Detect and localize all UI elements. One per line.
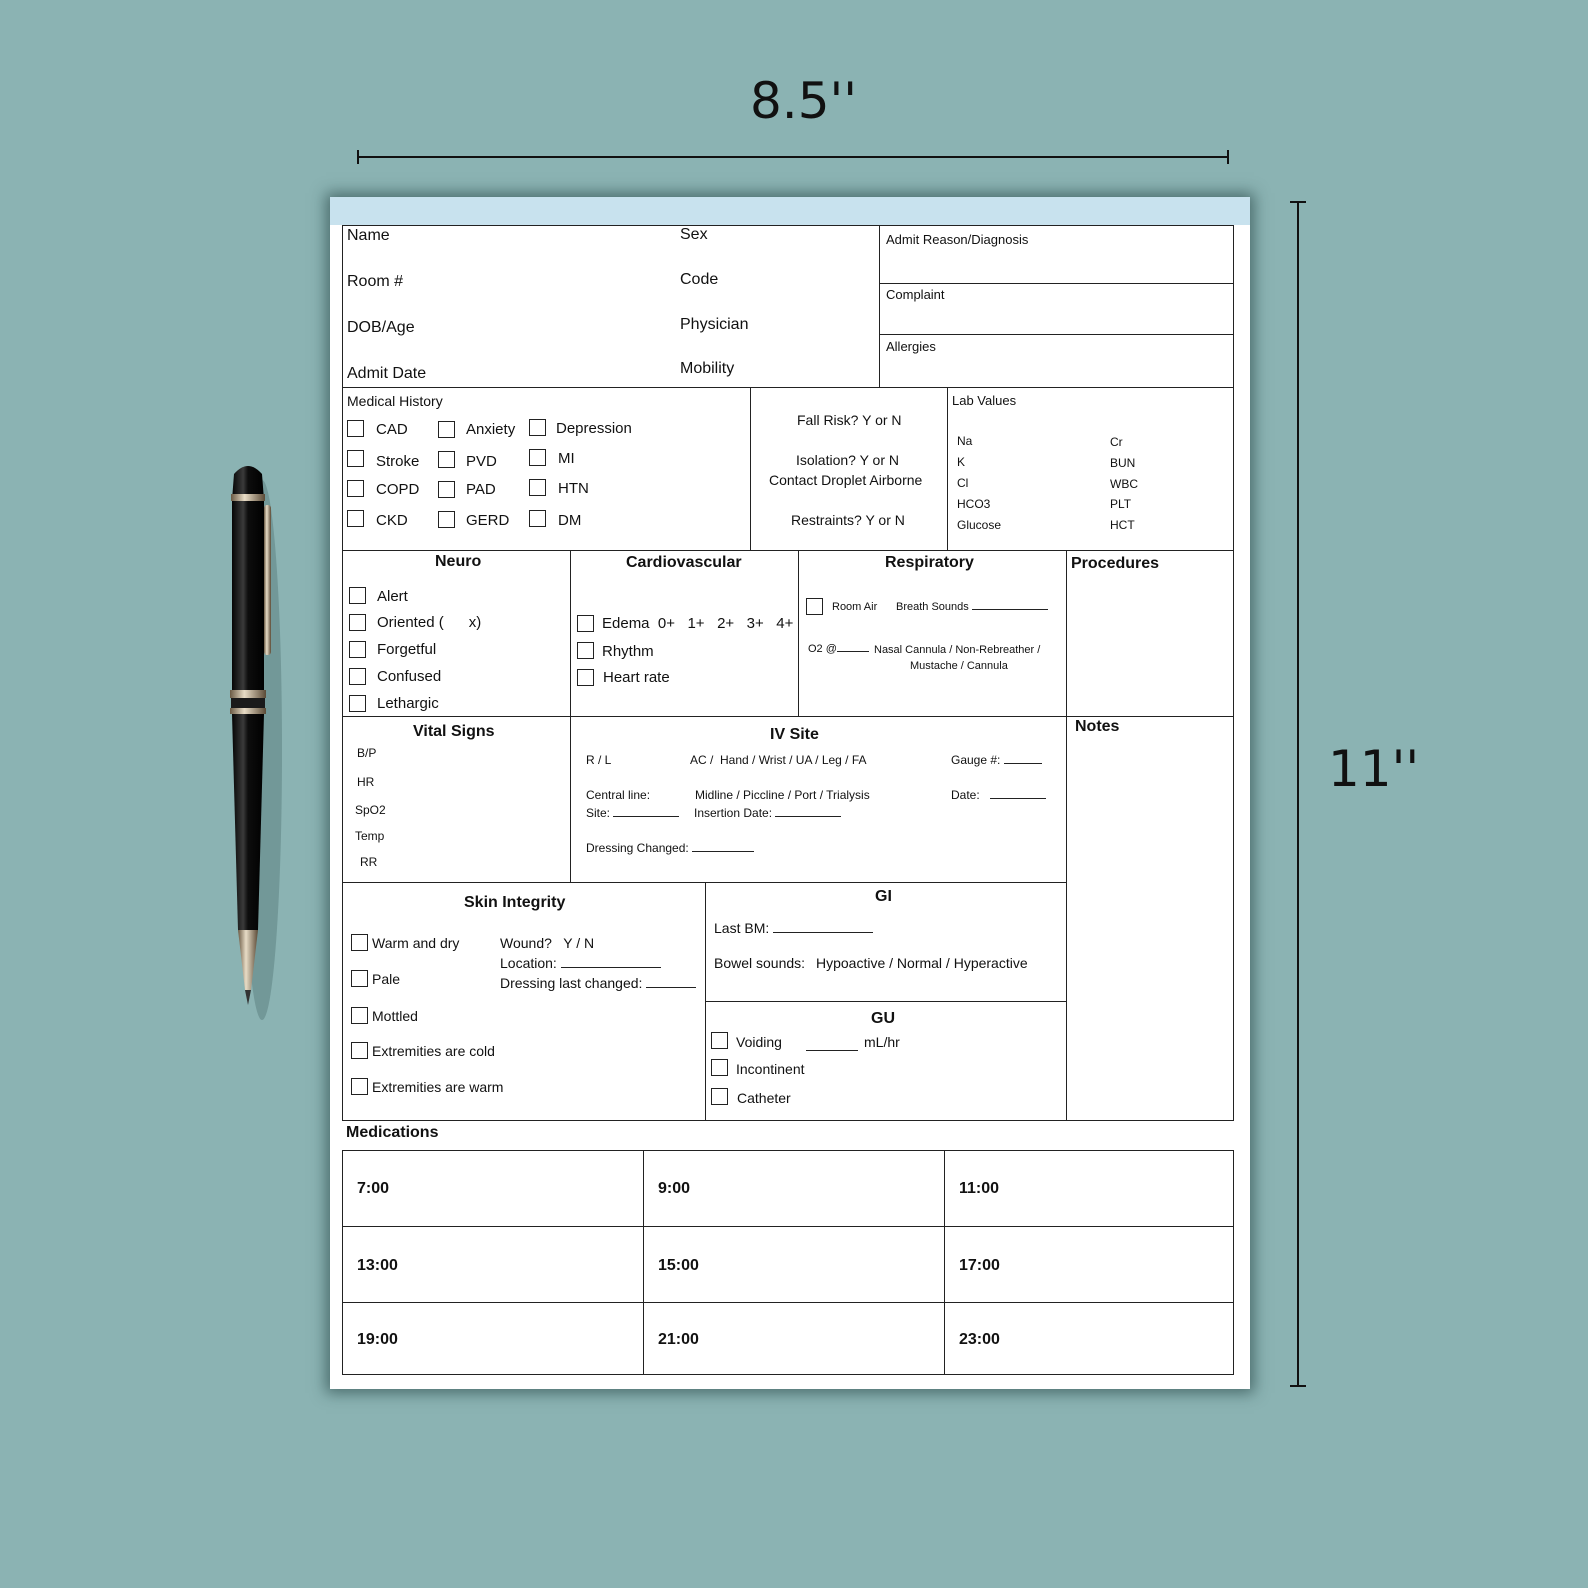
width-dimension-tick-right — [1227, 150, 1229, 164]
fall-risk-label: Fall Risk? Y or N — [797, 412, 902, 428]
pvd-label: PVD — [466, 453, 497, 470]
warm-dry-checkbox[interactable] — [351, 934, 368, 951]
warm-dry-label: Warm and dry — [372, 935, 460, 951]
dressing-last-changed-blank[interactable] — [646, 986, 696, 988]
physician-label: Physician — [680, 316, 749, 333]
width-dimension-tick-left — [357, 150, 359, 164]
edema-label: Edema 0+ 1+ 2+ 3+ 4+ — [602, 615, 794, 632]
spo2-label: SpO2 — [355, 803, 386, 817]
o2-options-line2: Mustache / Cannula — [910, 660, 1008, 672]
mottled-checkbox[interactable] — [351, 1007, 368, 1024]
height-dimension-tick-top — [1290, 201, 1306, 203]
confused-label: Confused — [377, 668, 442, 685]
lab-bun: BUN — [1110, 456, 1136, 470]
respiratory-box — [798, 550, 1067, 717]
dm-label: DM — [558, 512, 582, 529]
alert-checkbox[interactable] — [349, 587, 366, 604]
mottled-label: Mottled — [372, 1008, 418, 1024]
incontinent-label: Incontinent — [736, 1061, 805, 1077]
extremities-warm-checkbox[interactable] — [351, 1078, 368, 1095]
confused-checkbox[interactable] — [349, 668, 366, 685]
breath-sounds-label: Breath Sounds — [896, 601, 1048, 613]
htn-label: HTN — [558, 480, 589, 497]
neuro-title: Neuro — [435, 553, 482, 570]
vital-signs-title: Vital Signs — [413, 723, 495, 740]
extremities-warm-label: Extremities are warm — [372, 1079, 504, 1095]
procedures-box — [1066, 550, 1234, 717]
admit-reason-label: Admit Reason/Diagnosis — [886, 232, 1029, 247]
pad-checkbox[interactable] — [438, 481, 455, 498]
o2-label: O2 @ — [808, 643, 869, 655]
o2-rate-blank[interactable] — [837, 650, 869, 652]
central-line-label: Central line: — [586, 788, 651, 802]
lab-plt: PLT — [1110, 497, 1132, 511]
bowel-sounds-options: Hypoactive / Normal / Hyperactive — [816, 955, 1028, 971]
mobility-label: Mobility — [680, 360, 735, 377]
iv-locations-label: AC / Hand / Wrist / UA / Leg / FA — [690, 753, 867, 767]
wound-label: Wound? Y / N — [500, 935, 595, 951]
cardiovascular-title: Cardiovascular — [626, 554, 742, 571]
med-time-0700: 7:00 — [357, 1180, 390, 1197]
heart-rate-label: Heart rate — [603, 669, 670, 686]
lab-k: K — [957, 455, 966, 469]
med-time-1100: 11:00 — [959, 1180, 1000, 1197]
code-label: Code — [680, 271, 719, 288]
gauge-label: Gauge #: — [951, 753, 1042, 767]
voiding-blank[interactable] — [806, 1049, 858, 1051]
lab-values-title: Lab Values — [952, 393, 1017, 408]
complaint-label: Complaint — [886, 287, 945, 302]
pale-checkbox[interactable] — [351, 970, 368, 987]
wound-location-blank[interactable] — [561, 966, 661, 968]
o2-options-line1: Nasal Cannula / Non-Rebreather / — [874, 644, 1041, 656]
dressing-changed-label: Dressing Changed: — [586, 841, 754, 855]
med-time-1300: 13:00 — [357, 1257, 398, 1274]
medications-title: Medications — [346, 1124, 439, 1141]
gerd-checkbox[interactable] — [438, 511, 455, 528]
pen-image — [220, 460, 290, 1020]
insertion-date-blank[interactable] — [775, 815, 841, 817]
oriented-label: Oriented ( x) — [377, 614, 482, 631]
height-dimension-label: 11'' — [1328, 740, 1420, 798]
gauge-blank[interactable] — [1004, 762, 1042, 764]
med-time-1700: 17:00 — [959, 1257, 1000, 1274]
rhythm-label: Rhythm — [602, 643, 654, 660]
gu-title: GU — [871, 1010, 895, 1027]
central-line-options: Midline / Piccline / Port / Trialysis — [695, 788, 870, 802]
lab-na: Na — [957, 434, 973, 448]
catheter-checkbox[interactable] — [711, 1088, 728, 1105]
hr-label: HR — [357, 775, 375, 789]
height-dimension-tick-bottom — [1290, 1385, 1306, 1387]
site-blank[interactable] — [613, 815, 679, 817]
catheter-label: Catheter — [737, 1090, 791, 1106]
dob-label: DOB/Age — [347, 319, 415, 336]
anxiety-checkbox[interactable] — [438, 421, 455, 438]
dressing-last-changed-label: Dressing last changed: — [500, 975, 696, 991]
lethargic-label: Lethargic — [377, 695, 439, 712]
nursing-report-sheet — [330, 197, 1250, 1389]
iv-side-label: R / L — [586, 753, 612, 767]
copd-label: COPD — [376, 481, 420, 498]
notes-box — [1066, 716, 1234, 1121]
oriented-checkbox[interactable] — [349, 614, 366, 631]
pvd-checkbox[interactable] — [438, 451, 455, 468]
room-air-label: Room Air — [832, 601, 878, 613]
cad-checkbox[interactable] — [347, 420, 364, 437]
last-bm-blank[interactable] — [773, 931, 873, 933]
incontinent-checkbox[interactable] — [711, 1059, 728, 1076]
stroke-label: Stroke — [376, 453, 420, 470]
ckd-checkbox[interactable] — [347, 510, 364, 527]
pad-label: PAD — [466, 481, 496, 498]
dm-checkbox[interactable] — [529, 510, 546, 527]
wound-location-label: Location: — [500, 955, 661, 971]
forgetful-checkbox[interactable] — [349, 641, 366, 658]
med-time-2300: 23:00 — [959, 1331, 1000, 1348]
lab-cl: Cl — [957, 476, 969, 490]
forgetful-label: Forgetful — [377, 641, 437, 658]
heart-rate-checkbox[interactable] — [577, 669, 594, 686]
htn-checkbox[interactable] — [529, 479, 546, 496]
allergies-label: Allergies — [886, 339, 936, 354]
bp-label: B/P — [357, 746, 377, 760]
sheet-header-strip — [330, 197, 1250, 225]
med-time-1900: 19:00 — [357, 1331, 398, 1348]
last-bm-label: Last BM: — [714, 920, 873, 936]
dressing-changed-blank[interactable] — [692, 850, 754, 852]
height-dimension-line — [1297, 202, 1299, 1386]
depression-checkbox[interactable] — [529, 419, 546, 436]
room-air-checkbox[interactable] — [806, 598, 823, 615]
restraints-label: Restraints? Y or N — [791, 512, 905, 528]
voiding-label: Voiding — [736, 1034, 782, 1050]
cardio-box — [570, 550, 799, 717]
lethargic-checkbox[interactable] — [349, 695, 366, 712]
extremities-cold-checkbox[interactable] — [351, 1042, 368, 1059]
medications-row-2 — [342, 1226, 1234, 1303]
admit-date-label: Admit Date — [347, 365, 427, 382]
ckd-label: CKD — [376, 512, 408, 529]
iv-date-label: Date: — [951, 788, 1046, 802]
med-time-0900: 9:00 — [658, 1180, 691, 1197]
gi-title: GI — [875, 888, 892, 905]
rr-label: RR — [360, 855, 378, 869]
pale-label: Pale — [372, 971, 401, 987]
medical-history-title: Medical History — [347, 393, 443, 409]
med-time-1500: 15:00 — [658, 1257, 699, 1274]
width-dimension-line — [358, 156, 1228, 158]
lab-wbc: WBC — [1110, 477, 1138, 491]
respiratory-title: Respiratory — [885, 554, 974, 571]
stroke-checkbox[interactable] — [347, 450, 364, 467]
rhythm-checkbox[interactable] — [577, 642, 594, 659]
anxiety-label: Anxiety — [466, 421, 516, 438]
room-label: Room # — [347, 273, 404, 290]
temp-label: Temp — [355, 829, 385, 843]
mi-checkbox[interactable] — [529, 449, 546, 466]
name-label: Name — [347, 227, 390, 244]
site-label: Site: — [586, 806, 679, 820]
med-time-2100: 21:00 — [658, 1331, 699, 1348]
iv-date-blank[interactable] — [990, 797, 1046, 799]
lab-hco3: HCO3 — [957, 497, 991, 511]
neuro-box — [342, 550, 571, 717]
voiding-unit: mL/hr — [864, 1034, 900, 1050]
procedures-title: Procedures — [1071, 555, 1160, 572]
lab-cr: Cr — [1110, 435, 1123, 449]
cad-label: CAD — [376, 421, 408, 438]
notes-title: Notes — [1075, 718, 1120, 735]
bowel-sounds-label: Bowel sounds: — [714, 955, 806, 971]
skin-integrity-title: Skin Integrity — [464, 894, 566, 911]
breath-sounds-blank[interactable] — [972, 608, 1048, 610]
lab-hct: HCT — [1110, 518, 1135, 532]
extremities-cold-label: Extremities are cold — [372, 1043, 495, 1059]
iv-site-title: IV Site — [770, 726, 819, 743]
width-dimension-label: 8.5'' — [750, 72, 858, 130]
mi-label: MI — [558, 450, 575, 467]
isolation-label: Isolation? Y or N — [796, 452, 899, 468]
voiding-checkbox[interactable] — [711, 1032, 728, 1049]
edema-checkbox[interactable] — [577, 615, 594, 632]
alert-label: Alert — [377, 588, 408, 605]
lab-glucose: Glucose — [957, 518, 1002, 532]
sex-label: Sex — [680, 226, 708, 243]
isolation-precautions-label: Contact Droplet Airborne — [769, 472, 923, 488]
insertion-date-label: Insertion Date: — [694, 806, 841, 820]
copd-checkbox[interactable] — [347, 480, 364, 497]
gerd-label: GERD — [466, 512, 510, 529]
depression-label: Depression — [556, 420, 632, 437]
